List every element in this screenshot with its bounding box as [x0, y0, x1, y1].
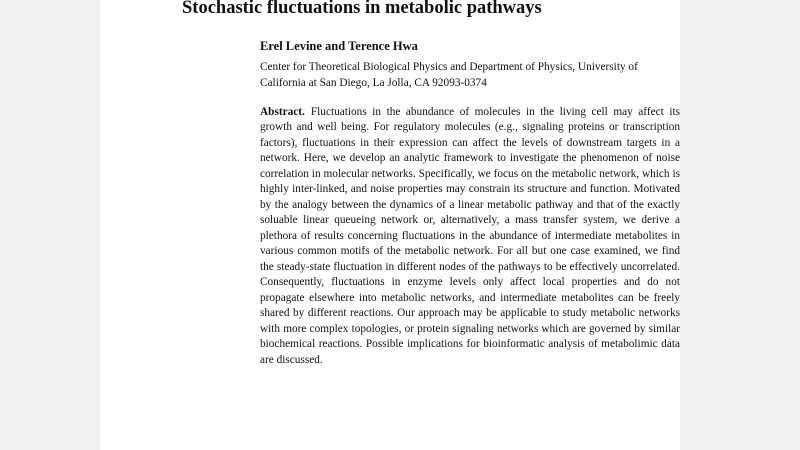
- paper-authors: Erel Levine and Terence Hwa: [260, 39, 418, 53]
- affiliation-line-1: Center for Theoretical Biological Physics and Department of Physics, University of: [260, 61, 638, 73]
- author-affiliation: [260, 59, 680, 91]
- affiliation-line-2: California at San Diego, La Jolla, CA 92093-0374: [260, 77, 487, 89]
- paper-title: Stochastic fluctuations in metabolic pathways: [182, 0, 542, 18]
- abstract-label: Abstract.: [260, 106, 305, 118]
- paper-page: [100, 0, 680, 450]
- abstract-text: Fluctuations in the abundance of molecules in the living cell may affect its growth and well being. For regulatory molecules (e.g., signaling proteins or transcription factors), fluctuations in their expression can affect the levels of downstream targets in a network. Here, we develop an analytic framework to investigate the phenomenon of noise correlation in molecular networks. Specifically, we focus on the metabolic network, which is highly inter-linked, and noise properties may constrain its structure and function. Motivated by the analogy between the dynamics of a linear metabolic pathway and that of the exactly soluable linear queueing network or, alternatively, a mass transfer system, we derive a plethora of results concerning fluctuations in the abundance of intermediate metabolites in various common motifs of the metabolic network. For all but one case examined, we find the steady-state fluctuation in different nodes of the pathways to be effectively uncorrelated. Consequently, fluctuations in enzyme levels only affect local properties and do not propagate elsewhere into metabolic networks, and intermediate metabolites can be freely shared by different reactions. Our approach may be applicable to study metabolic networks with more complex topologies, or protein signaling networks which are governed by similar biochemical reactions. Possible implications for bioinformatic analysis of metabolimic data are discussed.: [260, 106, 680, 366]
- abstract-section: [260, 105, 680, 368]
